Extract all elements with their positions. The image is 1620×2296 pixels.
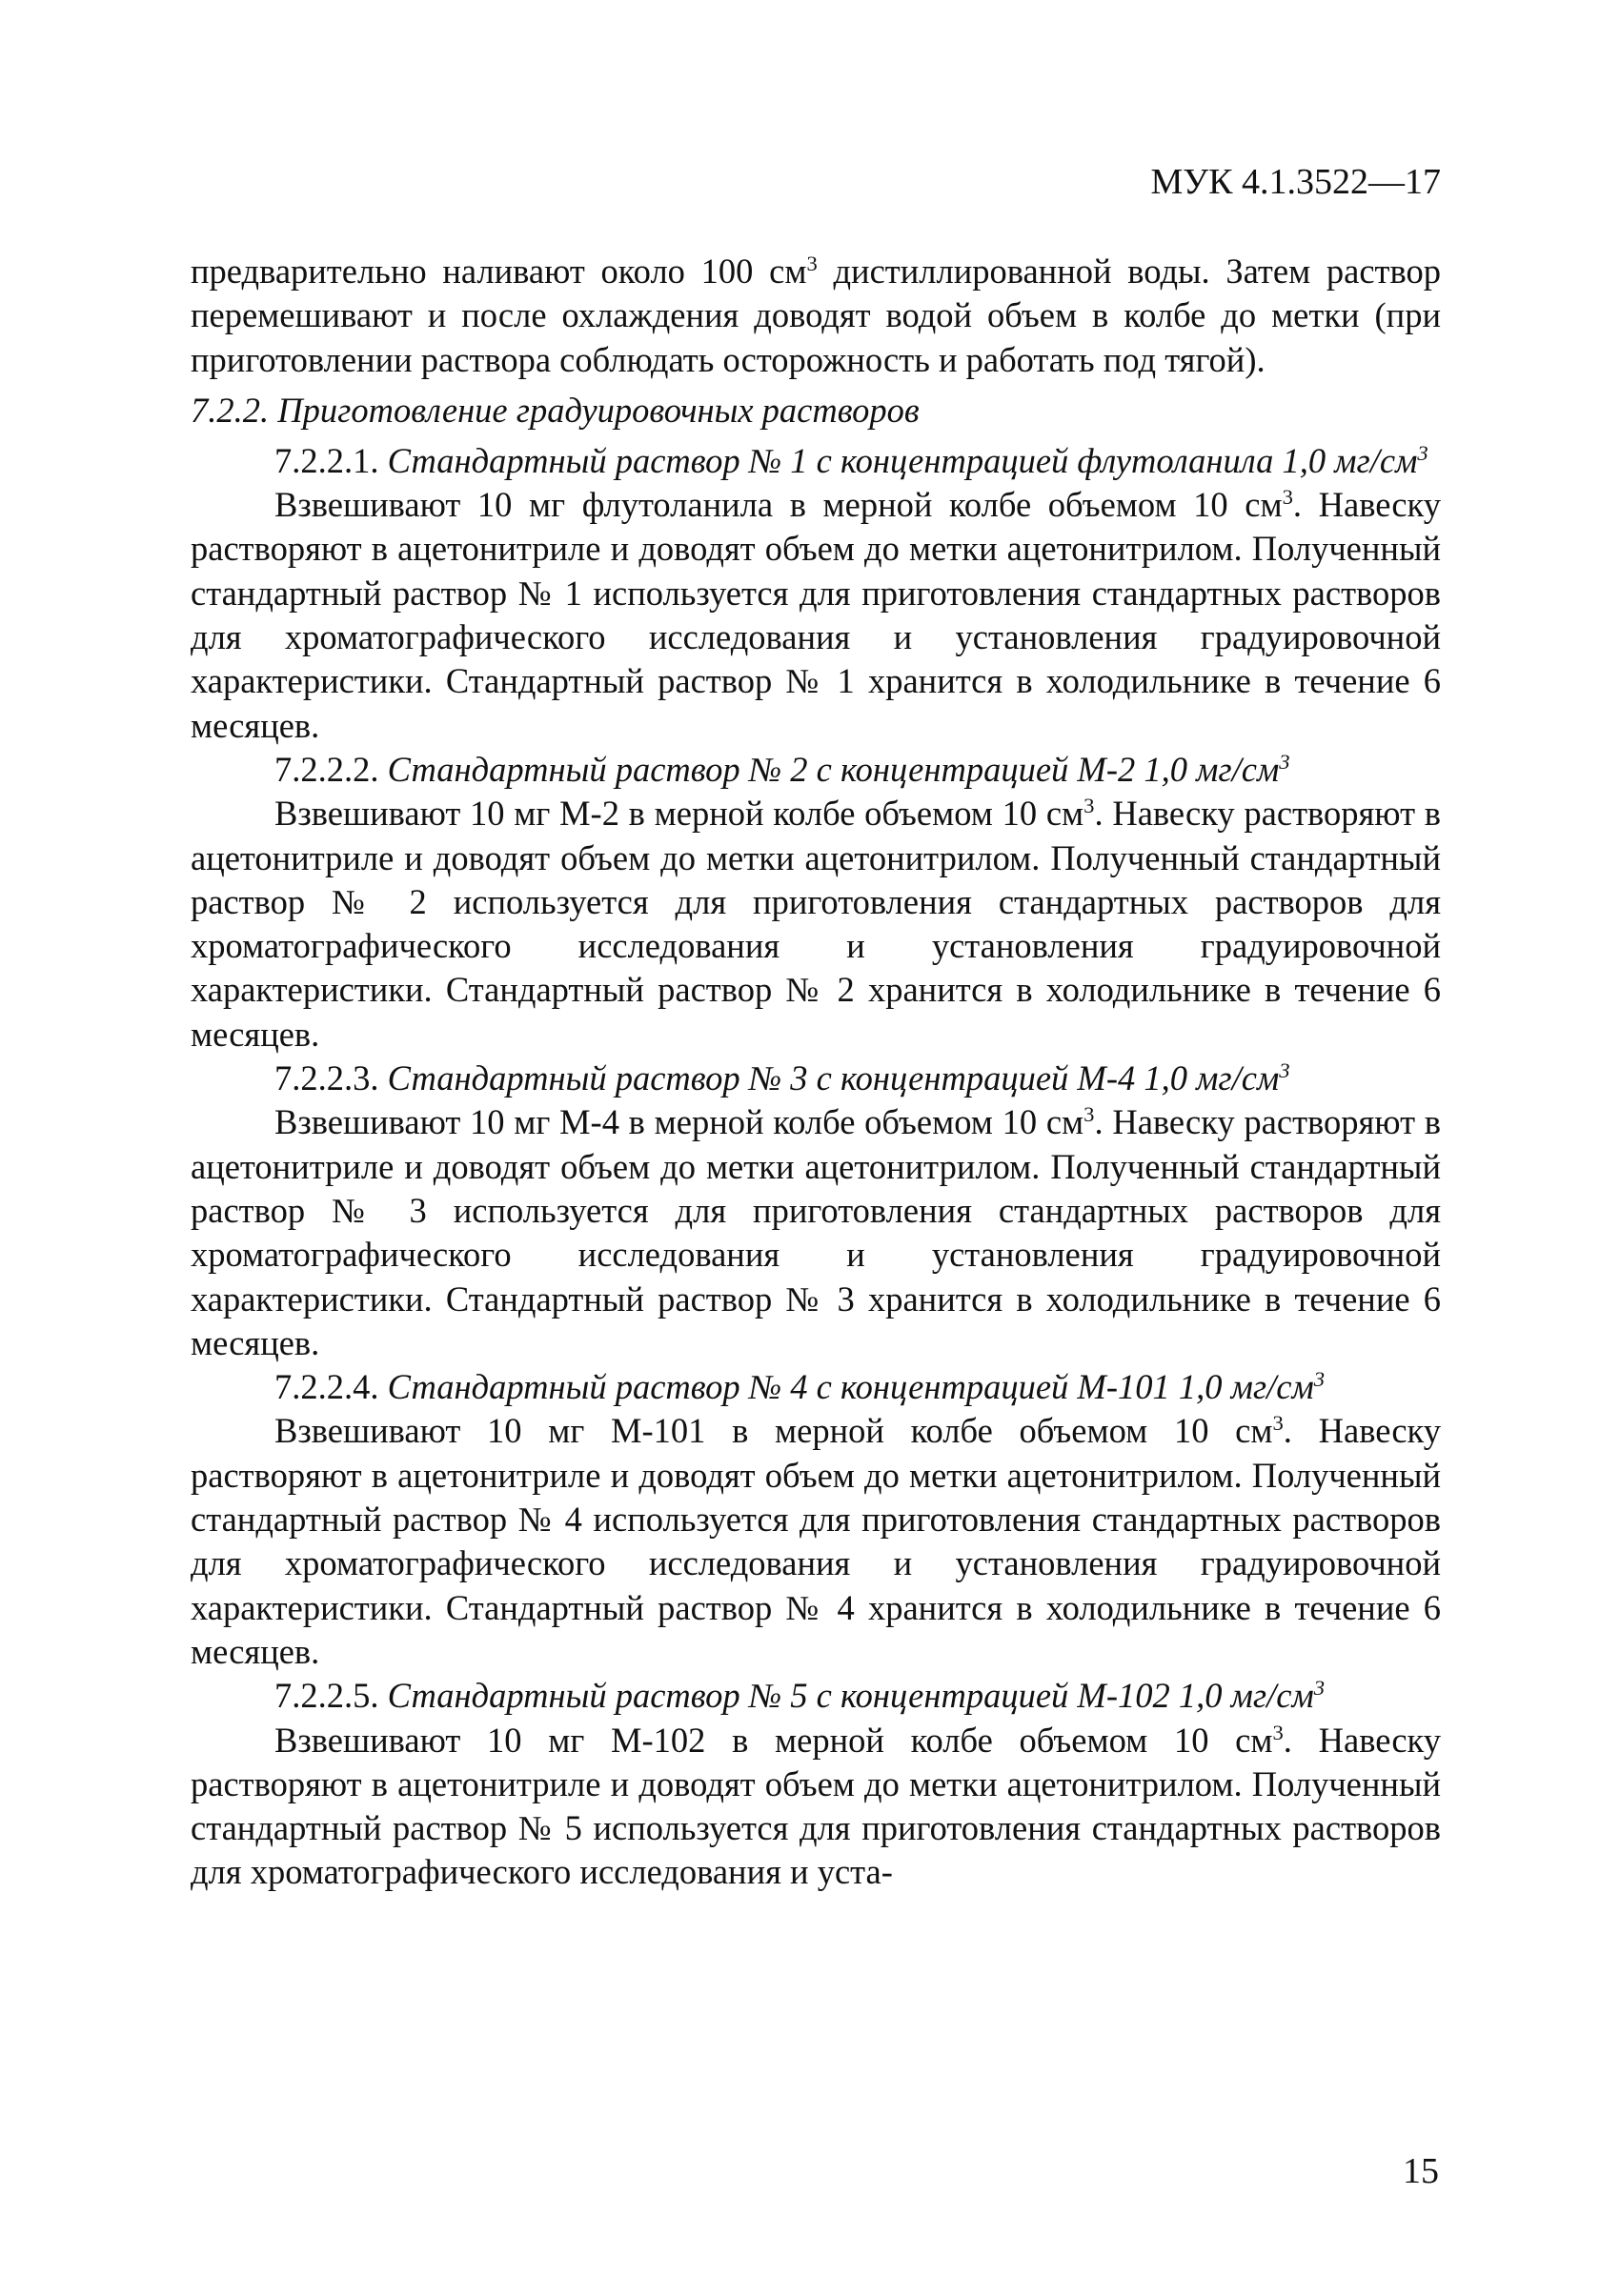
body-text-rest: . Навеску растворяют в ацетонитриле и доводят объем до метки ацетонитрилом. Полученный стандартный раствор № 2 используется для приготовления стандартных растворов для хроматографического исследования и установления градуировочной характеристики. Стандартный раствор № 2 хранится в холодильнике в течение 6 месяцев.	[191, 794, 1442, 1054]
subsection-heading-4	[191, 1365, 1441, 1409]
subsection-heading-2	[191, 748, 1441, 792]
subsection-body-3	[191, 1100, 1441, 1365]
intro-text-end: дистиллированной воды. Затем раствор перемешивают и после охлаждения доводят водой объем в колбе до метки (при приготовлении раствора соблюдать осторожность и работать под тягой).	[191, 252, 1441, 379]
subsection-number: 7.2.2.5.	[274, 1676, 379, 1716]
body-superscript: 3	[1272, 1411, 1284, 1436]
body-superscript: 3	[1282, 485, 1293, 510]
subsection-title	[388, 1676, 1325, 1715]
body-text-start: Взвешивают 10 мг М-2 в мерной колбе объемом 10 см	[274, 794, 1084, 834]
subsection-title-text: Стандартный раствор № 4 с концентрацией М-101 1,0 мг/см	[387, 1367, 1314, 1407]
page-number: 15	[1403, 2151, 1439, 2191]
subsection-number: 7.2.2.2.	[274, 749, 379, 789]
body-text-rest: . Навеску растворяют в ацетонитриле и доводят объем до метки ацетонитрилом. Полученный стандартный раствор № 1 используется для приготовления стандартных растворов для хроматографического исследования и установления градуировочной характеристики. Стандартный раствор № 1 хранится в холодильнике в течение 6 месяцев.	[191, 485, 1441, 745]
subsection-title	[388, 1058, 1290, 1098]
body-superscript: 3	[1083, 1102, 1095, 1127]
subsection-title-superscript: 3	[1313, 1366, 1326, 1391]
subsection-heading-1	[191, 439, 1441, 483]
subsection-heading-5	[191, 1674, 1441, 1718]
subsection-title-superscript: 3	[1313, 1676, 1326, 1701]
body-text-start: Взвешивают 10 мг М-102 в мерной колбе объемом 10 см	[274, 1720, 1273, 1760]
subsection-title	[388, 441, 1428, 480]
subsection-body-5	[191, 1719, 1441, 1895]
subsection-number: 7.2.2.1.	[274, 440, 379, 480]
body-text-rest: . Навеску растворяют в ацетонитриле и доводят объем до метки ацетонитрилом. Полученный стандартный раствор № 4 используется для приготовления стандартных растворов для хроматографического исследования и установления градуировочной характеристики. Стандартный раствор № 4 хранится в холодильнике в течение 6 месяцев.	[191, 1411, 1441, 1671]
body-text-rest: . Навеску растворяют в ацетонитриле и доводят объем до метки ацетонитрилом. Полученный стандартный раствор № 3 используется для приготовления стандартных растворов для хроматографического исследования и установления градуировочной характеристики. Стандартный раствор № 3 хранится в холодильнике в течение 6 месяцев.	[191, 1102, 1442, 1362]
subsection-body-1	[191, 483, 1441, 748]
subsection-title-text: Стандартный раствор № 2 с концентрацией М-2 1,0 мг/см	[387, 749, 1280, 789]
subsection-number: 7.2.2.3.	[274, 1058, 379, 1098]
subsection-heading-3	[191, 1057, 1441, 1100]
body-text-start: Взвешивают 10 мг М-4 в мерной колбе объемом 10 см	[274, 1102, 1084, 1142]
subsection-title-superscript: 3	[1279, 749, 1290, 774]
body-superscript: 3	[1083, 794, 1095, 818]
subsection-title	[388, 750, 1290, 789]
subsection-title-superscript: 3	[1279, 1057, 1290, 1082]
subsection-number: 7.2.2.4.	[274, 1367, 379, 1407]
subsection-body-2	[191, 792, 1441, 1057]
body-text-start: Взвешивают 10 мг М-101 в мерной колбе объемом 10 см	[274, 1411, 1273, 1451]
intro-text-start: предварительно наливают около 100 см	[191, 252, 807, 291]
section-heading: 7.2.2. Приготовление градуировочных растворов	[191, 390, 920, 430]
subsection-body-4	[191, 1409, 1441, 1674]
intro-paragraph	[191, 250, 1441, 382]
page-content	[191, 250, 1441, 1895]
body-text-rest: . Навеску растворяют в ацетонитриле и доводят объем до метки ацетонитрилом. Полученный стандартный раствор № 5 используется для приготовления стандартных растворов для хроматографического исследования и уста-	[191, 1720, 1441, 1892]
intro-superscript: 3	[806, 251, 818, 275]
subsection-title-text: Стандартный раствор № 1 с концентрацией флутоланила 1,0 мг/см	[387, 440, 1418, 480]
body-superscript: 3	[1272, 1720, 1284, 1744]
document-code-header: МУК 4.1.3522—17	[1150, 162, 1441, 202]
subsection-title-superscript: 3	[1417, 440, 1428, 465]
subsection-title-text: Стандартный раствор № 5 с концентрацией М-102 1,0 мг/см	[387, 1676, 1314, 1716]
subsection-title	[388, 1367, 1325, 1406]
body-text-start: Взвешивают 10 мг флутоланила в мерной колбе объемом 10 см	[274, 485, 1283, 525]
subsection-title-text: Стандартный раствор № 3 с концентрацией М-4 1,0 мг/см	[387, 1058, 1280, 1098]
